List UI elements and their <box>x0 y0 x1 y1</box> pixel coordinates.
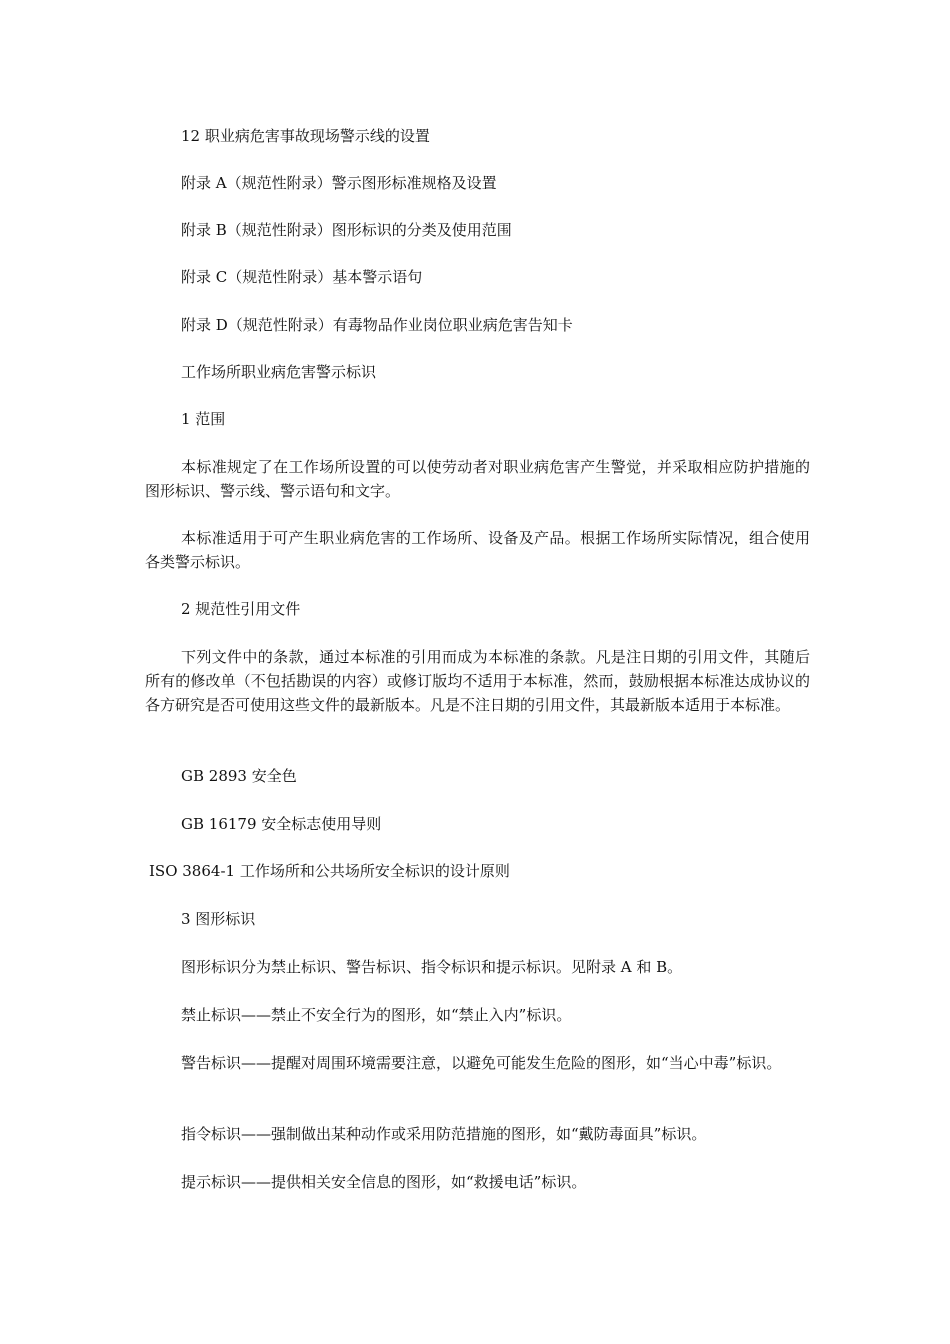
section-1-heading: 1 范围 <box>181 410 226 428</box>
toc-appendix-a: 附录 A（规范性附录）警示图形标准规格及设置 <box>181 174 497 192</box>
reference-iso-3864: ISO 3864-1 工作场所和公共场所安全标识的设计原则 <box>149 862 510 880</box>
section-2-heading: 2 规范性引用文件 <box>181 600 301 618</box>
toc-item-12: 12 职业病危害事故现场警示线的设置 <box>181 127 430 145</box>
toc-appendix-d: 附录 D（规范性附录）有毒物品作业岗位职业病危害告知卡 <box>181 316 573 334</box>
section-3-warning-sign: 警告标识——提醒对周围环境需要注意，以避免可能发生危险的图形，如“当心中毒”标识。 <box>181 1054 782 1072</box>
section-2-paragraph-1: 下列文件中的条款，通过本标准的引用而成为本标准的条款。凡是注日期的引用文件，其随后所有的修改单（不包括勘误的内容）或修订版均不适用于本标准，然而，鼓励根据本标准达成协议的各方研究是否可使用这些文件的最新版本。凡是不注日期的引用文件，其最新版本适用于本标准。 <box>145 648 810 714</box>
reference-gb-2893: GB 2893 安全色 <box>181 767 297 785</box>
section-1-paragraph-2: 本标准适用于可产生职业病危害的工作场所、设备及产品。根据工作场所实际情况，组合使用各类警示标识。 <box>145 529 810 571</box>
section-3-heading: 3 图形标识 <box>181 910 256 928</box>
section-3-mandatory-sign: 指令标识——强制做出某种动作或采用防范措施的图形，如“戴防毒面具”标识。 <box>181 1125 707 1143</box>
section-1-paragraph-1: 本标准规定了在工作场所设置的可以使劳动者对职业病危害产生警觉，并采取相应防护措施的图形标识、警示线、警示语句和文字。 <box>145 458 810 500</box>
toc-appendix-c: 附录 C（规范性附录）基本警示语句 <box>181 268 423 286</box>
section-3-paragraph-1: 图形标识分为禁止标识、警告标识、指令标识和提示标识。见附录 A 和 B。 <box>181 958 683 976</box>
section-3-prohibition-sign: 禁止标识——禁止不安全行为的图形，如“禁止入内”标识。 <box>181 1006 572 1024</box>
toc-appendix-b: 附录 B（规范性附录）图形标识的分类及使用范围 <box>181 221 512 239</box>
section-3-information-sign: 提示标识——提供相关安全信息的图形，如“救援电话”标识。 <box>181 1173 587 1191</box>
reference-gb-16179: GB 16179 安全标志使用导则 <box>181 815 382 833</box>
document-title: 工作场所职业病危害警示标识 <box>181 363 377 381</box>
